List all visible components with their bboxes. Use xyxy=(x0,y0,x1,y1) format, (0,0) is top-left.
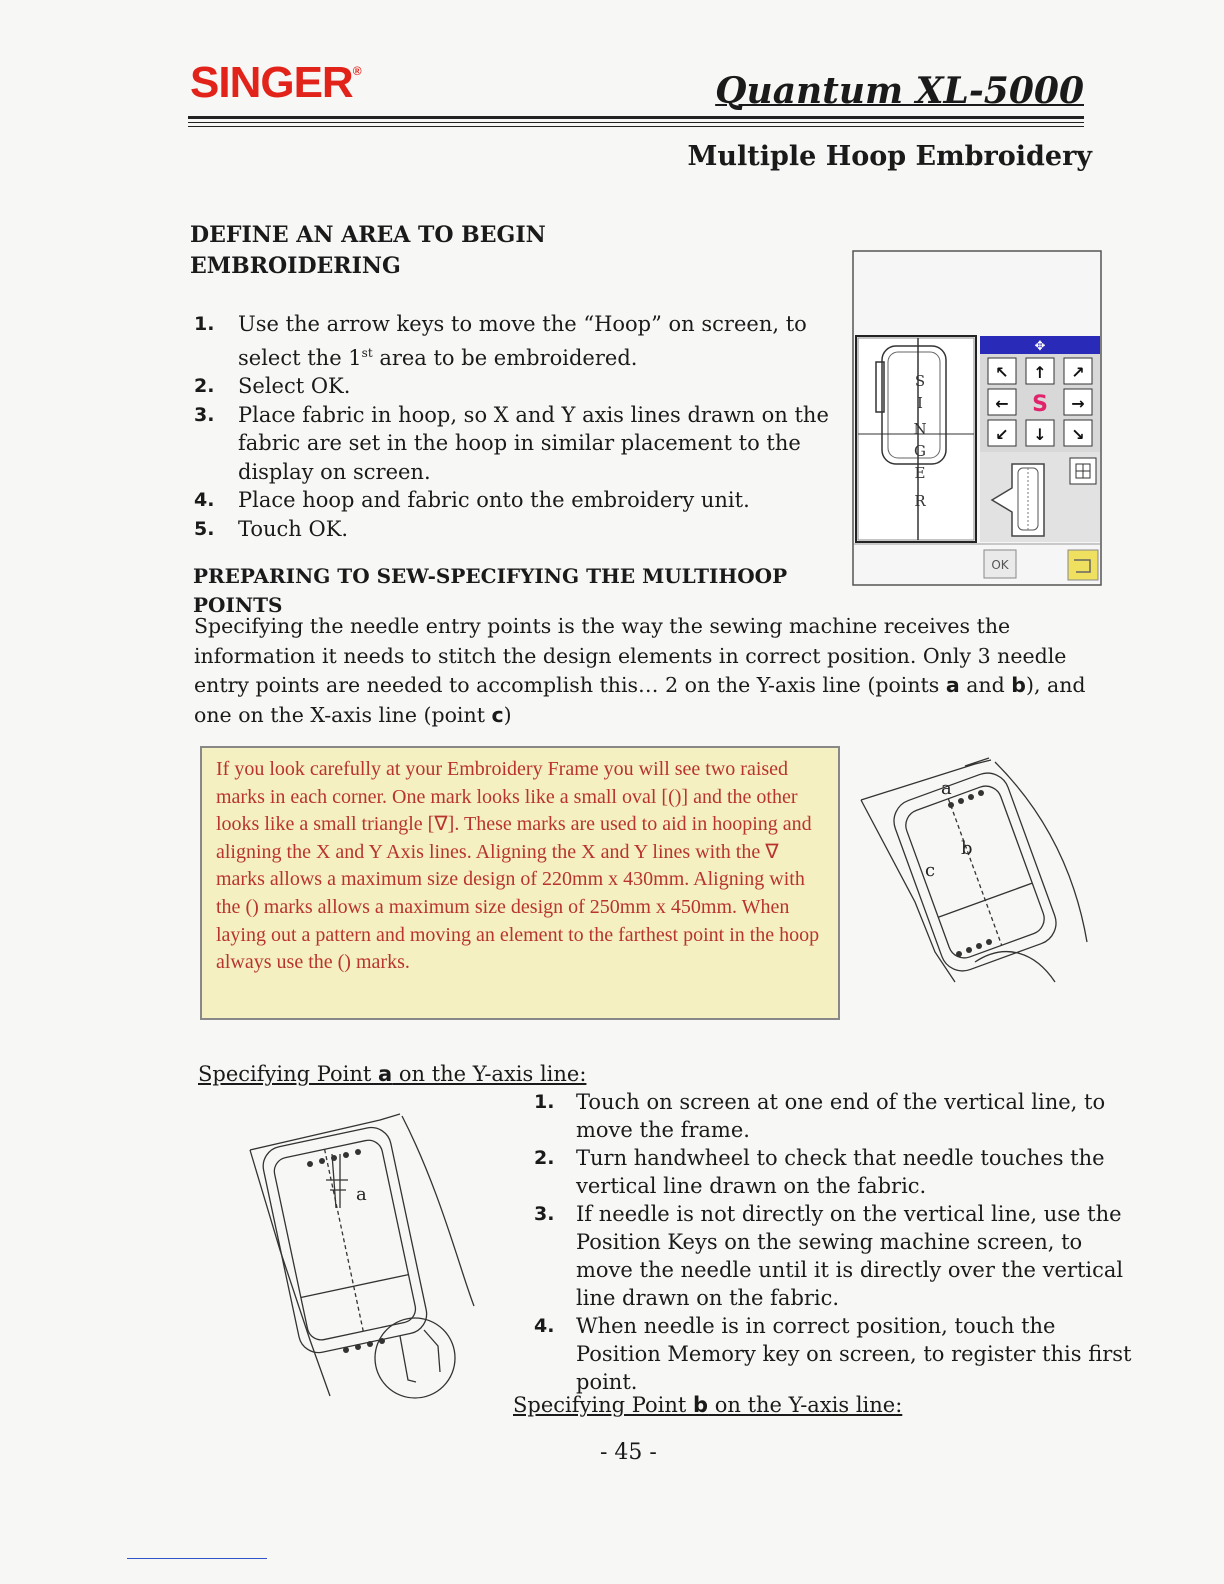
arrow-left-icon[interactable]: ← xyxy=(995,394,1009,413)
arrow-down-right-icon[interactable]: ↘ xyxy=(1071,425,1085,444)
oval-mark: () xyxy=(668,785,682,808)
point-a-steps xyxy=(534,1088,1134,1396)
screen-letter: S xyxy=(914,372,926,390)
header-rule-thin-2 xyxy=(188,126,1084,127)
svg-text:✥: ✥ xyxy=(1034,339,1046,354)
list-item: 2. Select OK. xyxy=(194,374,351,398)
footer-rule xyxy=(127,1558,267,1559)
hoop-marks-note: If you look carefully at your Embroidery Frame you will see two raised marks in each corner. One mark looks like a small oval [()] and the other looks like a small triangle [∇]. These marks are used to aid in hooping and aligning the X and Y Axis lines. Aligning the X and Y lines with the ∇ marks allows a maximum size design of 220mm x 430mm. Aligning with the () marks allows a maximum size design of 250mm x 450mm. When laying out a pattern and moving an element to the farthest point in the hoop always use the () marks. xyxy=(200,746,840,1020)
registered-mark: ® xyxy=(352,64,361,78)
needle-point-a-illustration xyxy=(240,1110,480,1400)
list-item: 1. Touch on screen at one end of the vertical line, to move the frame. xyxy=(534,1090,1106,1142)
preparing-heading: PREPARING TO SEW-SPECIFYING THE MULTIHOOP POINTS xyxy=(193,564,788,617)
screen-letter: I xyxy=(917,394,923,412)
arrow-down-left-icon[interactable]: ↙ xyxy=(995,425,1009,444)
screen-letter: G xyxy=(914,442,926,460)
screen-letter: R xyxy=(914,492,926,510)
ok-button[interactable]: OK xyxy=(991,558,1009,572)
brand-logo: SINGER® xyxy=(190,58,361,107)
list-item: 1. Use the arrow keys to move the “Hoop” on screen, to select the 1st area to be embroidered. xyxy=(194,312,807,370)
triangle-mark: ∇ xyxy=(434,813,448,836)
arrow-right-icon[interactable]: → xyxy=(1071,394,1085,413)
arrow-up-icon[interactable]: ↑ xyxy=(1033,363,1047,382)
list-item: 5. Touch OK. xyxy=(194,516,349,541)
list-item: 3. If needle is not directly on the vertical line, use the Position Keys on the sewing machine screen, to move the needle until it is directly over the vertical line drawn on the fabric. xyxy=(534,1202,1124,1310)
point-a-label: a xyxy=(356,1184,367,1205)
list-item: 4. When needle is in correct position, touch the Position Memory key on screen, to register this first point. xyxy=(534,1314,1132,1394)
point-a-subheading: Specifying Point a on the Y-axis line: xyxy=(198,1062,587,1086)
triangle-mark: ∇ xyxy=(765,840,779,863)
header-rule-thin xyxy=(188,122,1084,123)
point-b-subheading: Specifying Point b on the Y-axis line: xyxy=(513,1393,903,1417)
oval-mark: () xyxy=(337,951,351,974)
hoop-points-illustration xyxy=(855,752,1095,992)
screen-letter: E xyxy=(914,464,926,482)
arrow-up-right-icon[interactable]: ↗ xyxy=(1071,363,1085,382)
oval-mark: () xyxy=(245,895,259,918)
point-a-label: a xyxy=(941,778,952,799)
start-s-icon[interactable]: S xyxy=(1032,392,1048,417)
list-item: 4. Place hoop and fabric onto the embroidery unit. xyxy=(194,488,750,512)
point-b-label: b xyxy=(961,838,973,859)
model-name: Quantum XL-5000 xyxy=(715,70,1084,112)
header-rule xyxy=(188,116,1084,119)
arrow-down-icon[interactable]: ↓ xyxy=(1033,425,1047,444)
section-title: Multiple Hoop Embroidery xyxy=(687,141,1092,172)
preparing-paragraph: Specifying the needle entry points is the way the sewing machine receives the information it needs to stitch the design elements in correct position. Only 3 needle entry points are needed to accomplish this… 2 on the Y-axis line (points a and b), and one on the X-axis line (point c) xyxy=(194,614,1086,727)
list-item: 2. Turn handwheel to check that needle touches the vertical line drawn on the fabric. xyxy=(534,1146,1105,1198)
arrow-up-left-icon[interactable]: ↖ xyxy=(995,363,1009,382)
page-number: - 45 - xyxy=(600,1440,657,1465)
define-area-heading: DEFINE AN AREA TO BEGIN EMBROIDERING xyxy=(190,222,546,279)
machine-screen-illustration xyxy=(852,250,1102,586)
define-area-steps xyxy=(194,310,834,543)
screen-letter: N xyxy=(913,420,927,438)
list-item: 3. Place fabric in hoop, so X and Y axis lines drawn on the fabric are set in the hoop in similar placement to the display on screen. xyxy=(194,402,829,484)
point-c-label: c xyxy=(925,860,936,881)
